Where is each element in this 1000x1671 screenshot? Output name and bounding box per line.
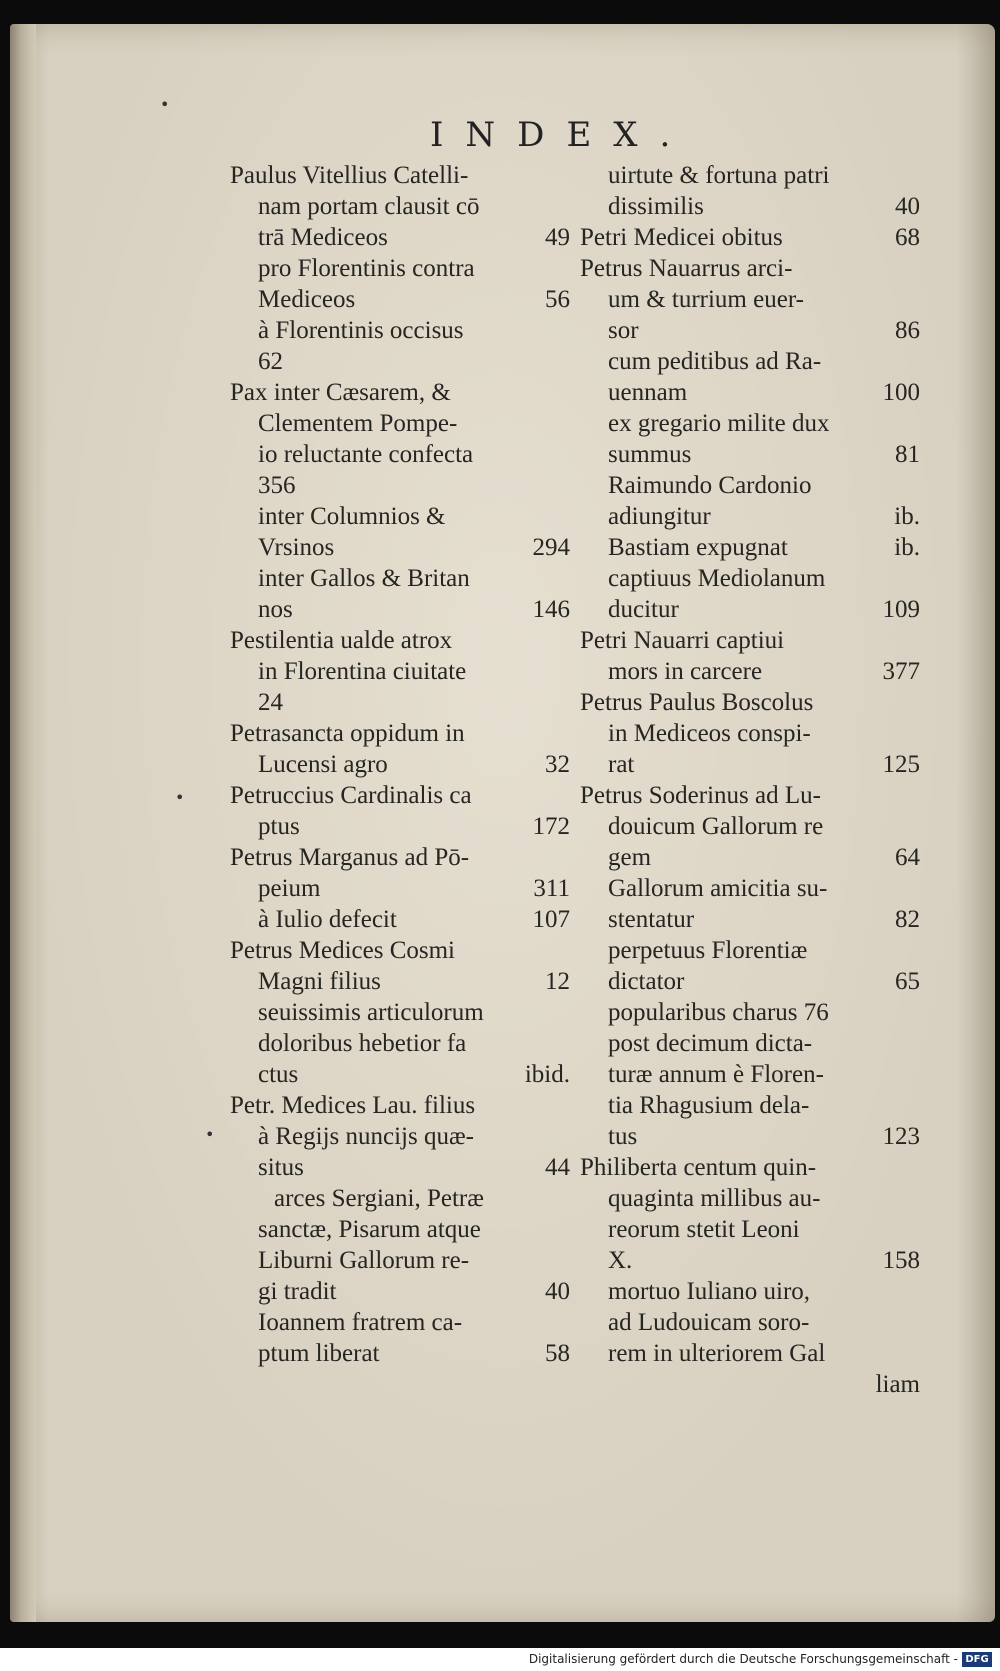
page-reference: 294 — [532, 534, 570, 561]
index-line-text: Petri Nauarri captiui — [580, 627, 785, 654]
index-line — [580, 191, 920, 222]
index-line-text: ctus — [258, 1061, 299, 1088]
index-line — [230, 222, 570, 253]
index-line — [230, 284, 570, 315]
index-entry — [580, 935, 920, 997]
index-entry — [230, 935, 570, 997]
index-line-text: Pestilentia ualde atrox — [230, 627, 453, 654]
index-entry — [230, 1183, 570, 1307]
index-line — [580, 1028, 920, 1059]
index-line-text: Petrus Marganus ad Pō- — [230, 844, 470, 871]
index-line — [580, 563, 920, 594]
index-line-text: 62 — [258, 348, 283, 375]
page-reference: 81 — [895, 441, 920, 468]
index-line — [580, 1369, 920, 1400]
index-line — [230, 749, 570, 780]
index-line — [230, 346, 570, 377]
index-line — [230, 873, 570, 904]
index-line-text: mortuo Iuliano uiro, — [608, 1278, 811, 1305]
page-reference: 68 — [895, 224, 920, 251]
index-entry — [580, 780, 920, 873]
index-line — [230, 997, 570, 1028]
index-entry — [580, 563, 920, 625]
index-line — [230, 1090, 570, 1121]
index-line — [580, 625, 920, 656]
index-entry — [230, 904, 570, 935]
page-reference: 100 — [882, 379, 920, 406]
index-entry — [580, 160, 920, 222]
index-line — [580, 594, 920, 625]
index-entry — [580, 997, 920, 1028]
page-reference: 32 — [545, 751, 570, 778]
index-line — [580, 718, 920, 749]
index-line-text: Philiberta centum quin- — [580, 1154, 817, 1181]
index-entry — [230, 315, 570, 377]
index-line — [230, 904, 570, 935]
index-entry — [580, 625, 920, 687]
index-line — [580, 966, 920, 997]
index-line-text: Lucensi agro — [258, 751, 388, 778]
index-line-text: rat — [608, 751, 635, 778]
index-line — [580, 780, 920, 811]
index-line — [230, 718, 570, 749]
index-line — [580, 1338, 920, 1369]
page-reference: 49 — [545, 224, 570, 251]
page-reference: 377 — [882, 658, 920, 685]
index-line — [580, 315, 920, 346]
index-line — [230, 532, 570, 563]
index-line — [230, 470, 570, 501]
index-entry — [580, 873, 920, 935]
index-line-text: Paulus Vitellius Catelli- — [230, 162, 469, 189]
index-line-text: situs — [258, 1154, 304, 1181]
index-line-text: trā Mediceos — [258, 224, 388, 251]
index-line — [230, 656, 570, 687]
index-line — [230, 1214, 570, 1245]
index-line — [580, 997, 920, 1028]
index-line-text: Petri Medicei obitus — [580, 224, 783, 251]
index-line-text: rem in ulteriorem Gal — [608, 1340, 826, 1367]
index-line-text: captiuus Mediolanum — [608, 565, 826, 592]
index-line-text: seuissimis articulorum — [258, 999, 484, 1026]
index-line-text: Vrsinos — [258, 534, 335, 561]
page-reference: 158 — [882, 1247, 920, 1274]
index-line — [580, 1152, 920, 1183]
index-entry — [230, 377, 570, 501]
index-entry — [580, 532, 920, 563]
page-reference: 107 — [532, 906, 570, 933]
index-entry — [580, 470, 920, 532]
index-line-text: Petrus Soderinus ad Lu- — [580, 782, 821, 809]
index-line-text: tus — [608, 1123, 638, 1150]
index-line — [230, 1338, 570, 1369]
index-line — [580, 656, 920, 687]
index-line — [230, 935, 570, 966]
index-entry — [580, 1276, 920, 1400]
index-line — [580, 1276, 920, 1307]
page-reference: 40 — [545, 1278, 570, 1305]
page-reference: 311 — [533, 875, 570, 902]
index-line — [230, 811, 570, 842]
index-line — [230, 501, 570, 532]
index-line-text: ex gregario milite dux — [608, 410, 830, 437]
index-line — [580, 1121, 920, 1152]
index-line — [580, 687, 920, 718]
index-line-text: sanctæ, Pisarum atque — [258, 1216, 481, 1243]
index-line-text: doloribus hebetior fa — [258, 1030, 467, 1057]
index-line — [230, 1307, 570, 1338]
index-entry — [230, 997, 570, 1090]
index-line — [580, 1059, 920, 1090]
index-line-text: 356 — [258, 472, 296, 499]
index-line — [230, 1276, 570, 1307]
index-line-text: à Regijs nuncijs quæ- — [258, 1123, 474, 1150]
index-line-text: summus — [608, 441, 692, 468]
page-reference: 125 — [882, 751, 920, 778]
page-reference: 86 — [895, 317, 920, 344]
footer-credit: Digitalisierung gefördert durch die Deutsche Forschungsgemeinschaft - — [528, 1652, 958, 1666]
index-line-text: quaginta millibus au- — [608, 1185, 821, 1212]
index-line-text: tia Rhagusium dela- — [608, 1092, 810, 1119]
index-line-text: Petrasancta oppidum in — [230, 720, 465, 747]
index-line-text: inter Gallos & Britan — [258, 565, 470, 592]
index-entry — [230, 1307, 570, 1369]
page-reference: 58 — [545, 1340, 570, 1367]
index-line-text: Gallorum amicitia su- — [608, 875, 828, 902]
index-entry — [230, 501, 570, 563]
index-line-text: dissimilis — [608, 193, 704, 220]
page-reference: 56 — [545, 286, 570, 313]
index-line — [230, 966, 570, 997]
index-line-text: Ioannem fratrem ca- — [258, 1309, 463, 1336]
page-reference: 82 — [895, 906, 920, 933]
index-line-text: peium — [258, 875, 321, 902]
index-line — [580, 408, 920, 439]
index-line-text: Petrus Paulus Boscolus — [580, 689, 814, 716]
index-entry — [230, 842, 570, 904]
index-line-text: pro Florentinis contra — [258, 255, 475, 282]
index-line — [580, 439, 920, 470]
index-entry — [230, 253, 570, 315]
page-reference: 64 — [895, 844, 920, 871]
index-line — [230, 780, 570, 811]
index-line-text: sor — [608, 317, 639, 344]
index-line-text: perpetuus Florentiæ — [608, 937, 808, 964]
index-line-text: mors in carcere — [608, 658, 763, 685]
index-line-text: Magni filius — [258, 968, 381, 995]
index-entry — [580, 346, 920, 408]
index-line — [230, 1183, 570, 1214]
index-entry — [580, 1028, 920, 1152]
index-line — [230, 253, 570, 284]
index-line-text: in Florentina ciuitate — [258, 658, 467, 685]
index-line-text: ad Ludouicam soro- — [608, 1309, 810, 1336]
index-line — [580, 842, 920, 873]
index-entry — [230, 780, 570, 842]
index-line-text: adiungitur — [608, 503, 711, 530]
index-line-text: Pax inter Cæsarem, & — [230, 379, 451, 406]
index-line-text: Petr. Medices Lau. filius — [230, 1092, 476, 1119]
index-entry — [230, 1090, 570, 1183]
index-line-text: io reluctante confecta — [258, 441, 474, 468]
index-line-text: nam portam clausit cō — [258, 193, 480, 220]
page-reference: 172 — [532, 813, 570, 840]
page-reference: liam — [875, 1371, 920, 1398]
index-line-text: ducitur — [608, 596, 679, 623]
index-line-text: Raimundo Cardonio — [608, 472, 812, 499]
index-line-text: gi tradit — [258, 1278, 337, 1305]
page-reference: 109 — [882, 596, 920, 623]
index-line — [230, 1152, 570, 1183]
index-line — [230, 408, 570, 439]
page-reference: 40 — [895, 193, 920, 220]
ink-speck: • — [175, 788, 185, 807]
index-line-text: Mediceos — [258, 286, 356, 313]
ink-speck: • — [160, 95, 170, 114]
index-line — [230, 687, 570, 718]
index-line — [580, 160, 920, 191]
index-entry — [580, 222, 920, 253]
index-line — [580, 532, 920, 563]
page-spine-edge — [10, 24, 36, 1622]
index-line-text: à Iulio defecit — [258, 906, 397, 933]
index-line — [230, 842, 570, 873]
index-column-left — [230, 160, 570, 1369]
index-line-text: in Mediceos conspi- — [608, 720, 811, 747]
page-reference: 123 — [882, 1123, 920, 1150]
index-line — [230, 625, 570, 656]
index-entry — [230, 563, 570, 625]
ink-speck: • — [205, 1125, 215, 1144]
index-line — [580, 1307, 920, 1338]
index-line-text: reorum stetit Leoni — [608, 1216, 800, 1243]
index-line — [580, 935, 920, 966]
index-line — [230, 1121, 570, 1152]
page-reference: ib. — [894, 503, 920, 530]
index-entry — [230, 718, 570, 780]
index-line — [580, 1245, 920, 1276]
index-line-text: Petrus Medices Cosmi — [230, 937, 455, 964]
index-line-text: X. — [608, 1247, 633, 1274]
index-line-text: Petruccius Cardinalis ca — [230, 782, 472, 809]
index-line-text: nos — [258, 596, 293, 623]
index-line-text: dictator — [608, 968, 685, 995]
index-line — [580, 501, 920, 532]
index-line — [580, 749, 920, 780]
index-line-text: 24 — [258, 689, 283, 716]
index-line — [230, 1028, 570, 1059]
index-line-text: douicum Gallorum re — [608, 813, 824, 840]
index-line — [580, 1214, 920, 1245]
running-head: INDEX. — [430, 115, 693, 155]
index-line — [580, 346, 920, 377]
index-line — [580, 1090, 920, 1121]
index-line-text: uirtute & fortuna patri — [608, 162, 830, 189]
page-reference: ibid. — [524, 1061, 570, 1088]
page-reference: 146 — [532, 596, 570, 623]
index-line-text: Bastiam expugnat — [608, 534, 788, 561]
index-line — [230, 439, 570, 470]
index-entry — [230, 160, 570, 253]
index-line-text: stentatur — [608, 906, 695, 933]
index-line — [230, 594, 570, 625]
index-line-text: um & turrium euer- — [608, 286, 804, 313]
index-entry — [580, 687, 920, 780]
index-line — [580, 284, 920, 315]
index-line — [230, 1245, 570, 1276]
index-entry — [580, 1152, 920, 1276]
index-line-text: post decimum dicta- — [608, 1030, 813, 1057]
index-line-text: à Florentinis occisus — [258, 317, 464, 344]
index-line — [230, 563, 570, 594]
index-entry — [580, 253, 920, 346]
index-line — [580, 904, 920, 935]
page-reference: 12 — [545, 968, 570, 995]
index-line-text: cum peditibus ad Ra- — [608, 348, 822, 375]
index-line — [230, 315, 570, 346]
index-line — [580, 873, 920, 904]
index-line — [580, 253, 920, 284]
digitization-footer — [0, 1648, 1000, 1671]
page-reference: 44 — [545, 1154, 570, 1181]
index-line-text: Liburni Gallorum re- — [258, 1247, 470, 1274]
dfg-logo: DFG — [962, 1652, 992, 1667]
index-line-text: popularibus charus 76 — [608, 999, 829, 1026]
index-line-text: ptus — [258, 813, 300, 840]
index-line-text: turæ annum è Floren- — [608, 1061, 824, 1088]
index-line — [580, 1183, 920, 1214]
index-line-text: inter Columnios & — [258, 503, 446, 530]
index-entry — [230, 625, 570, 718]
page-reference: 65 — [895, 968, 920, 995]
index-line-text: Clementem Pompe- — [258, 410, 458, 437]
index-line-text: uennam — [608, 379, 688, 406]
index-line — [580, 811, 920, 842]
index-line — [230, 160, 570, 191]
index-line — [580, 222, 920, 253]
index-line-text: gem — [608, 844, 652, 871]
index-line — [230, 377, 570, 408]
index-entry — [580, 408, 920, 470]
index-column-right — [580, 160, 920, 1400]
index-line — [580, 470, 920, 501]
index-line-text: arces Sergiani, Petræ — [274, 1185, 484, 1212]
page-reference: ib. — [894, 534, 920, 561]
index-line — [580, 377, 920, 408]
index-line — [230, 191, 570, 222]
index-line-text: ptum liberat — [258, 1340, 380, 1367]
index-line — [230, 1059, 570, 1090]
index-line-text: Petrus Nauarrus arci- — [580, 255, 793, 282]
